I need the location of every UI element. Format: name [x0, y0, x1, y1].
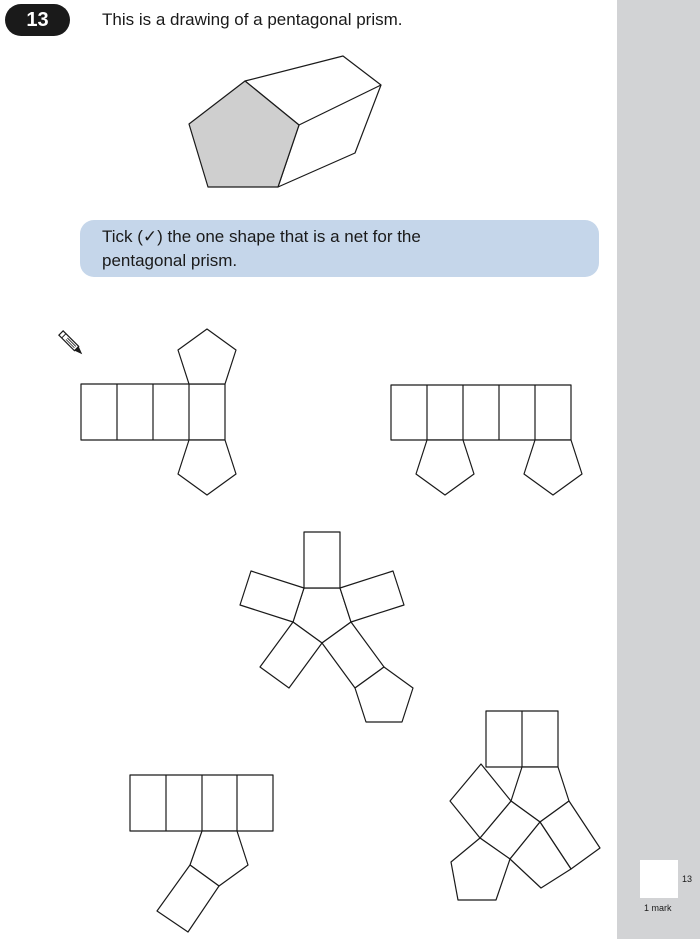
- net-b-pentagon-right: [524, 440, 582, 495]
- net-option-c[interactable]: [240, 532, 413, 722]
- net-a-pentagon-top: [178, 329, 236, 384]
- net-a-pentagon-bottom: [178, 440, 236, 495]
- net-b-strip: [391, 385, 571, 440]
- mark-box: [640, 860, 678, 898]
- margin-question-number: 13: [682, 874, 693, 884]
- net-option-a[interactable]: [81, 329, 236, 495]
- net-option-b[interactable]: [391, 385, 582, 495]
- net-c-rect-top: [304, 532, 340, 588]
- question-text: This is a drawing of a pentagonal prism.: [102, 10, 403, 29]
- net-c-rect-right: [340, 571, 404, 622]
- pencil-icon: [59, 331, 84, 356]
- question-number-badge: 13: [5, 4, 70, 36]
- net-c-rect-left: [240, 571, 304, 622]
- net-option-d[interactable]: [130, 775, 273, 932]
- net-option-e[interactable]: [450, 711, 600, 900]
- instruction-line-1: Tick (✓) the one shape that is a net for the: [102, 227, 421, 246]
- mark-label: 1 mark: [644, 903, 672, 913]
- pentagonal-prism-drawing: [189, 56, 381, 187]
- net-b-pentagon-left: [416, 440, 474, 495]
- instruction-line-2: pentagonal prism.: [102, 251, 238, 270]
- prism-pentagon-face: [189, 81, 299, 187]
- prism-edge: [299, 85, 381, 125]
